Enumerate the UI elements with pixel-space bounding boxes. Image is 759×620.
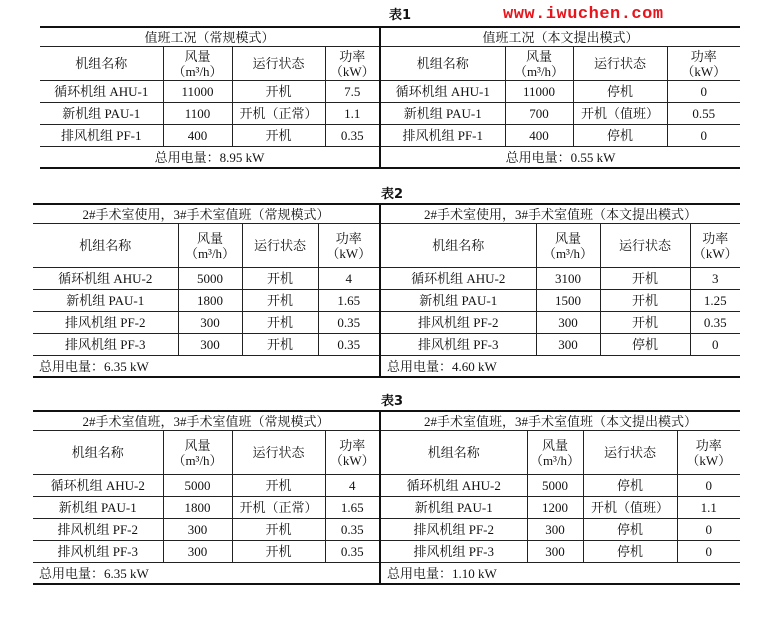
cell-name: 排风机组 PF-2 <box>380 312 536 334</box>
total-power-conventional: 总用电量：6.35 kW <box>33 563 380 585</box>
cell-power: 1.65 <box>318 290 380 312</box>
cell-name: 排风机组 PF-2 <box>380 519 527 541</box>
cell-power: 0.55 <box>667 103 740 125</box>
total-row <box>33 356 740 378</box>
cell-airflow: 300 <box>536 312 600 334</box>
watermark-url: www.iwuchen.com <box>503 5 664 24</box>
cell-status: 开机（值班） <box>583 497 677 519</box>
mode-title-conventional: 2#手术室使用，3#手术室值班（常规模式） <box>33 204 380 224</box>
cell-name: 新机组 PAU-1 <box>380 497 527 519</box>
cell-airflow: 300 <box>536 334 600 356</box>
cell-status: 开机 <box>600 290 690 312</box>
cell-status: 停机 <box>600 334 690 356</box>
cell-status: 停机 <box>583 475 677 497</box>
cell-airflow: 300 <box>527 519 583 541</box>
table-caption: 表3 <box>381 394 404 409</box>
cell-airflow: 400 <box>505 125 573 147</box>
cell-status: 开机（正常） <box>232 103 325 125</box>
cell-name: 排风机组 PF-1 <box>380 125 505 147</box>
cell-status: 开机 <box>232 81 325 103</box>
cell-name: 新机组 PAU-1 <box>33 497 163 519</box>
cell-power: 0.35 <box>318 334 380 356</box>
column-header-status: 运行状态 <box>583 431 677 475</box>
column-header-status: 运行状态 <box>232 47 325 81</box>
cell-airflow: 11000 <box>163 81 232 103</box>
table-row <box>40 103 740 125</box>
cell-name: 排风机组 PF-1 <box>40 125 163 147</box>
cell-power: 0 <box>667 81 740 103</box>
table-row <box>40 81 740 103</box>
table-caption: 表1 <box>389 8 412 23</box>
cell-name: 排风机组 PF-3 <box>380 541 527 563</box>
cell-status: 开机（正常） <box>232 497 325 519</box>
column-header-name: 机组名称 <box>380 224 536 268</box>
header-row <box>33 431 740 475</box>
column-header-airflow: 风量 （m³/h） <box>163 431 232 475</box>
cell-power: 1.65 <box>325 497 380 519</box>
cell-name: 排风机组 PF-3 <box>33 541 163 563</box>
column-header-status: 运行状态 <box>242 224 318 268</box>
cell-status: 开机 <box>242 290 318 312</box>
total-power-conventional: 总用电量：6.35 kW <box>33 356 380 378</box>
table-row <box>33 497 740 519</box>
total-power-proposed: 总用电量：4.60 kW <box>380 356 740 378</box>
column-header-airflow: 风量 （m³/h） <box>527 431 583 475</box>
cell-name: 循环机组 AHU-1 <box>380 81 505 103</box>
column-header-power: 功率 （kW） <box>325 431 380 475</box>
column-header-name: 机组名称 <box>380 47 505 81</box>
comparison-table <box>40 26 740 169</box>
table-row <box>33 268 740 290</box>
table-row <box>33 519 740 541</box>
cell-status: 停机 <box>583 519 677 541</box>
cell-status: 开机 <box>242 312 318 334</box>
cell-status: 开机 <box>232 541 325 563</box>
cell-status: 开机（值班） <box>573 103 667 125</box>
cell-power: 3 <box>690 268 740 290</box>
mode-title-row <box>33 204 740 224</box>
cell-power: 1.1 <box>677 497 740 519</box>
column-header-name: 机组名称 <box>33 431 163 475</box>
header-row <box>33 224 740 268</box>
total-row <box>40 147 740 169</box>
cell-airflow: 300 <box>527 541 583 563</box>
column-header-power: 功率 （kW） <box>677 431 740 475</box>
cell-status: 停机 <box>583 541 677 563</box>
mode-title-proposed: 2#手术室使用，3#手术室值班（本文提出模式） <box>380 204 740 224</box>
cell-airflow: 300 <box>163 541 232 563</box>
table-row <box>33 541 740 563</box>
cell-name: 新机组 PAU-1 <box>33 290 178 312</box>
column-header-name: 机组名称 <box>380 431 527 475</box>
cell-name: 新机组 PAU-1 <box>380 290 536 312</box>
cell-power: 0.35 <box>325 125 380 147</box>
cell-airflow: 400 <box>163 125 232 147</box>
total-power-proposed: 总用电量：1.10 kW <box>380 563 740 585</box>
cell-power: 4 <box>325 475 380 497</box>
cell-airflow: 5000 <box>178 268 242 290</box>
table-row <box>40 125 740 147</box>
column-header-power: 功率 （kW） <box>690 224 740 268</box>
cell-airflow: 5000 <box>163 475 232 497</box>
cell-airflow: 3100 <box>536 268 600 290</box>
mode-title-row <box>40 27 740 47</box>
cell-status: 停机 <box>573 81 667 103</box>
comparison-table <box>33 203 740 378</box>
column-header-name: 机组名称 <box>33 224 178 268</box>
mode-title-proposed: 2#手术室值班，3#手术室值班（本文提出模式） <box>380 411 740 431</box>
cell-name: 循环机组 AHU-2 <box>33 268 178 290</box>
cell-power: 0.35 <box>325 541 380 563</box>
mode-title-proposed: 值班工况（本文提出模式） <box>380 27 740 47</box>
cell-airflow: 11000 <box>505 81 573 103</box>
cell-power: 0.35 <box>318 312 380 334</box>
cell-power: 0.35 <box>325 519 380 541</box>
cell-status: 开机 <box>600 268 690 290</box>
cell-power: 0.35 <box>690 312 740 334</box>
table-row <box>33 475 740 497</box>
cell-status: 停机 <box>573 125 667 147</box>
cell-status: 开机 <box>600 312 690 334</box>
cell-power: 0 <box>677 519 740 541</box>
cell-power: 1.25 <box>690 290 740 312</box>
header-row <box>40 47 740 81</box>
mode-title-row <box>33 411 740 431</box>
column-header-name: 机组名称 <box>40 47 163 81</box>
cell-airflow: 700 <box>505 103 573 125</box>
cell-power: 7.5 <box>325 81 380 103</box>
cell-power: 0 <box>690 334 740 356</box>
cell-name: 循环机组 AHU-2 <box>380 475 527 497</box>
cell-power: 0 <box>677 475 740 497</box>
column-header-airflow: 风量 （m³/h） <box>536 224 600 268</box>
column-header-status: 运行状态 <box>232 431 325 475</box>
cell-name: 新机组 PAU-1 <box>40 103 163 125</box>
column-header-airflow: 风量 （m³/h） <box>163 47 232 81</box>
column-header-power: 功率 （kW） <box>318 224 380 268</box>
cell-name: 循环机组 AHU-2 <box>33 475 163 497</box>
column-header-airflow: 风量 （m³/h） <box>505 47 573 81</box>
table-row <box>33 312 740 334</box>
cell-name: 排风机组 PF-3 <box>33 334 178 356</box>
column-header-power: 功率 （kW） <box>325 47 380 81</box>
cell-name: 循环机组 AHU-1 <box>40 81 163 103</box>
cell-airflow: 5000 <box>527 475 583 497</box>
table-row <box>33 334 740 356</box>
cell-status: 开机 <box>232 519 325 541</box>
mode-title-conventional: 2#手术室值班，3#手术室值班（常规模式） <box>33 411 380 431</box>
column-header-status: 运行状态 <box>573 47 667 81</box>
column-header-power: 功率 （kW） <box>667 47 740 81</box>
cell-airflow: 1800 <box>163 497 232 519</box>
total-power-proposed: 总用电量：0.55 kW <box>380 147 740 169</box>
cell-airflow: 1800 <box>178 290 242 312</box>
total-row <box>33 563 740 585</box>
cell-name: 循环机组 AHU-2 <box>380 268 536 290</box>
comparison-table <box>33 410 740 585</box>
mode-title-conventional: 值班工况（常规模式） <box>40 27 380 47</box>
cell-name: 新机组 PAU-1 <box>380 103 505 125</box>
total-power-conventional: 总用电量：8.95 kW <box>40 147 380 169</box>
cell-airflow: 300 <box>178 312 242 334</box>
cell-name: 排风机组 PF-2 <box>33 312 178 334</box>
cell-name: 排风机组 PF-2 <box>33 519 163 541</box>
cell-airflow: 1500 <box>536 290 600 312</box>
column-header-status: 运行状态 <box>600 224 690 268</box>
cell-status: 开机 <box>242 334 318 356</box>
cell-status: 开机 <box>232 125 325 147</box>
table-row <box>33 290 740 312</box>
cell-name: 排风机组 PF-3 <box>380 334 536 356</box>
cell-airflow: 1200 <box>527 497 583 519</box>
cell-power: 0 <box>677 541 740 563</box>
cell-airflow: 1100 <box>163 103 232 125</box>
cell-airflow: 300 <box>163 519 232 541</box>
cell-status: 开机 <box>232 475 325 497</box>
table-caption: 表2 <box>381 187 404 202</box>
cell-airflow: 300 <box>178 334 242 356</box>
column-header-airflow: 风量 （m³/h） <box>178 224 242 268</box>
cell-power: 0 <box>667 125 740 147</box>
cell-power: 1.1 <box>325 103 380 125</box>
cell-status: 开机 <box>242 268 318 290</box>
cell-power: 4 <box>318 268 380 290</box>
